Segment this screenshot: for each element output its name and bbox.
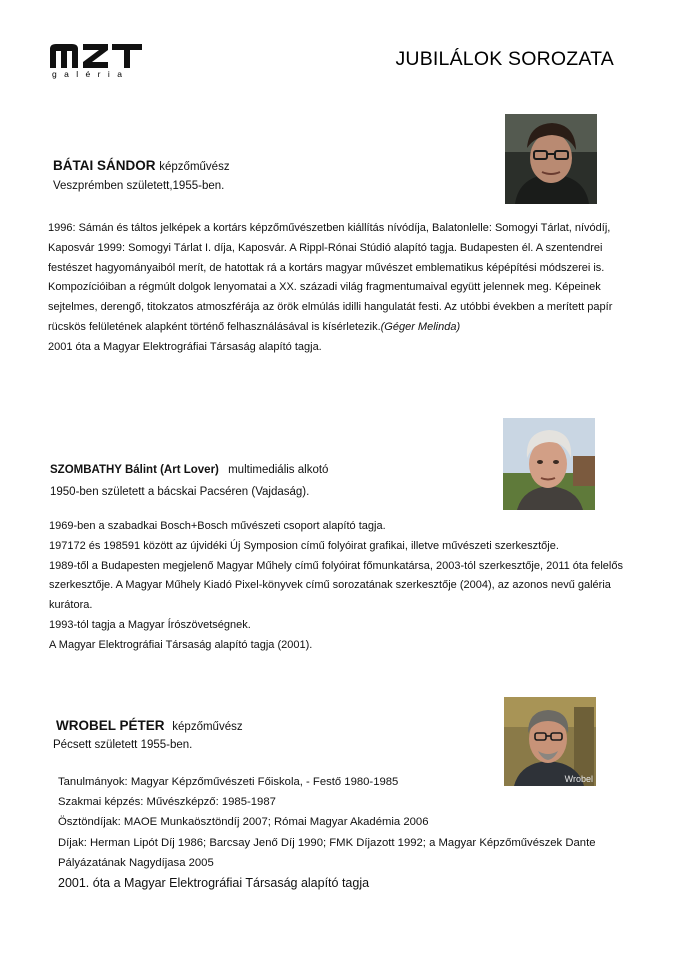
bio-line: Díjak: Herman Lipót Díj 1986; Barcsay Jenő Díj 1990; FMK Díjazott 1992; a Magyar Képzőművészek Dante (58, 836, 596, 849)
artist-name-line (50, 464, 328, 476)
artist-name: SZOMBATHY Bálint (Art Lover) (50, 464, 219, 476)
bio-line: Tanulmányok: Magyar Képzőművészeti Főiskola, - Festő 1980-1985 (58, 776, 399, 788)
bio-line: festészet hagyományaiból merít, de hatottak rá a kortárs magyar művészet emblematikus képépítési módszerei is. (48, 261, 605, 274)
artist-birth: Pécsett született 1955-ben. (53, 739, 193, 751)
bio-line (48, 318, 612, 338)
bio-line: 1993-tól tagja a Magyar Írószövetségnek. (49, 618, 251, 631)
bio-text: rücskös felületének alapként történő felhasználásával is kísérletezik. (48, 320, 381, 333)
mzt-logo-mark (50, 42, 142, 68)
artist-bio (49, 517, 623, 656)
artist-birth: 1950-ben született a bácskai Pacséren (Vajdaság). (50, 486, 310, 498)
artist-bio (58, 772, 596, 893)
photo-caption: Wrobel (564, 774, 593, 784)
artist-role: multimediális alkotó (228, 464, 329, 476)
artist-name: WROBEL PÉTER (56, 718, 165, 733)
bio-line: Ösztöndíjak: MAOE Munkaösztöndíj 2007; Római Magyar Akadémia 2006 (58, 816, 429, 829)
bio-line: 1989-től a Budapesten megjelenő Magyar Műhely című folyóirat főmunkatársa, 2003-tól szerkesztője, 2011 óta felelős (49, 559, 623, 572)
artist-role: képzőművész (159, 161, 230, 173)
bio-line: A Magyar Elektrográfiai Társaság alapító tagja (2001). (49, 638, 313, 651)
quote-author: (Géger Melinda) (380, 320, 461, 333)
artist-name: BÁTAI SÁNDOR (53, 158, 156, 173)
bio-line: 1969-ben a szabadkai Bosch+Bosch művészeti csoport alapító tagja. (49, 520, 386, 532)
bio-line: 197172 és 198591 között az újvidéki Új Symposion című folyóirat grafikai, illetve művészeti szerkesztője. (49, 539, 559, 552)
artist-photo-batai (505, 114, 597, 204)
membership-line: 2001. óta a Magyar Elektrográfiai Társaság alapító tagja (58, 876, 370, 891)
artist-birth: Veszprémben született,1955-ben. (53, 180, 225, 192)
bio-line: Kompozícióiban a régmúlt dolgok lenyomatai a XX. századi világ fragmentumaival együtt jelennek meg. Képeinek (48, 281, 601, 294)
artist-role: képzőművész (172, 721, 243, 733)
logo-subtitle: galéria (52, 69, 130, 79)
bio-line: 1996: Sámán és táltos jelképek a kortárs képzőművészetben kiállítás nívódíja, Balatonlelle: Somogyi Tárlat, nívódíj, (48, 222, 611, 234)
bio-line: Kaposvár 1999: Somogyi Tárlat I. díja, Kaposvár. A Rippl-Rónai Stúdió alapító tagja. Budapesten él. A szentendrei (48, 241, 603, 254)
bio-line: sejtelmes, derengő, titokzatos atmoszférája az örök elmúlás idilli hangulatát festi. Az utóbbi években a merített papír (48, 301, 613, 314)
bio-line: Szakmai képzés: Művészképző: 1985-1987 (58, 796, 276, 809)
membership-line: 2001 óta a Magyar Elektrográfiai Társaság alapító tagja. (48, 340, 322, 353)
bio-line: szerkesztője. A Magyar Műhely Kiadó Pixel-könyvek című sorozatának szerkesztője (2004), az azonos nevű galéria (49, 579, 611, 592)
bio-line: Pályázatának Nagydíjasa 2005 (58, 856, 214, 869)
artist-photo-szombathy (503, 418, 595, 510)
artist-name-line (56, 718, 243, 733)
artist-name-line (53, 158, 230, 173)
gallery-logo (50, 42, 145, 82)
artist-bio (48, 219, 612, 358)
bio-line: kurátora. (49, 599, 93, 612)
page-title: JUBILÁLOK SOROZATA (395, 48, 614, 70)
